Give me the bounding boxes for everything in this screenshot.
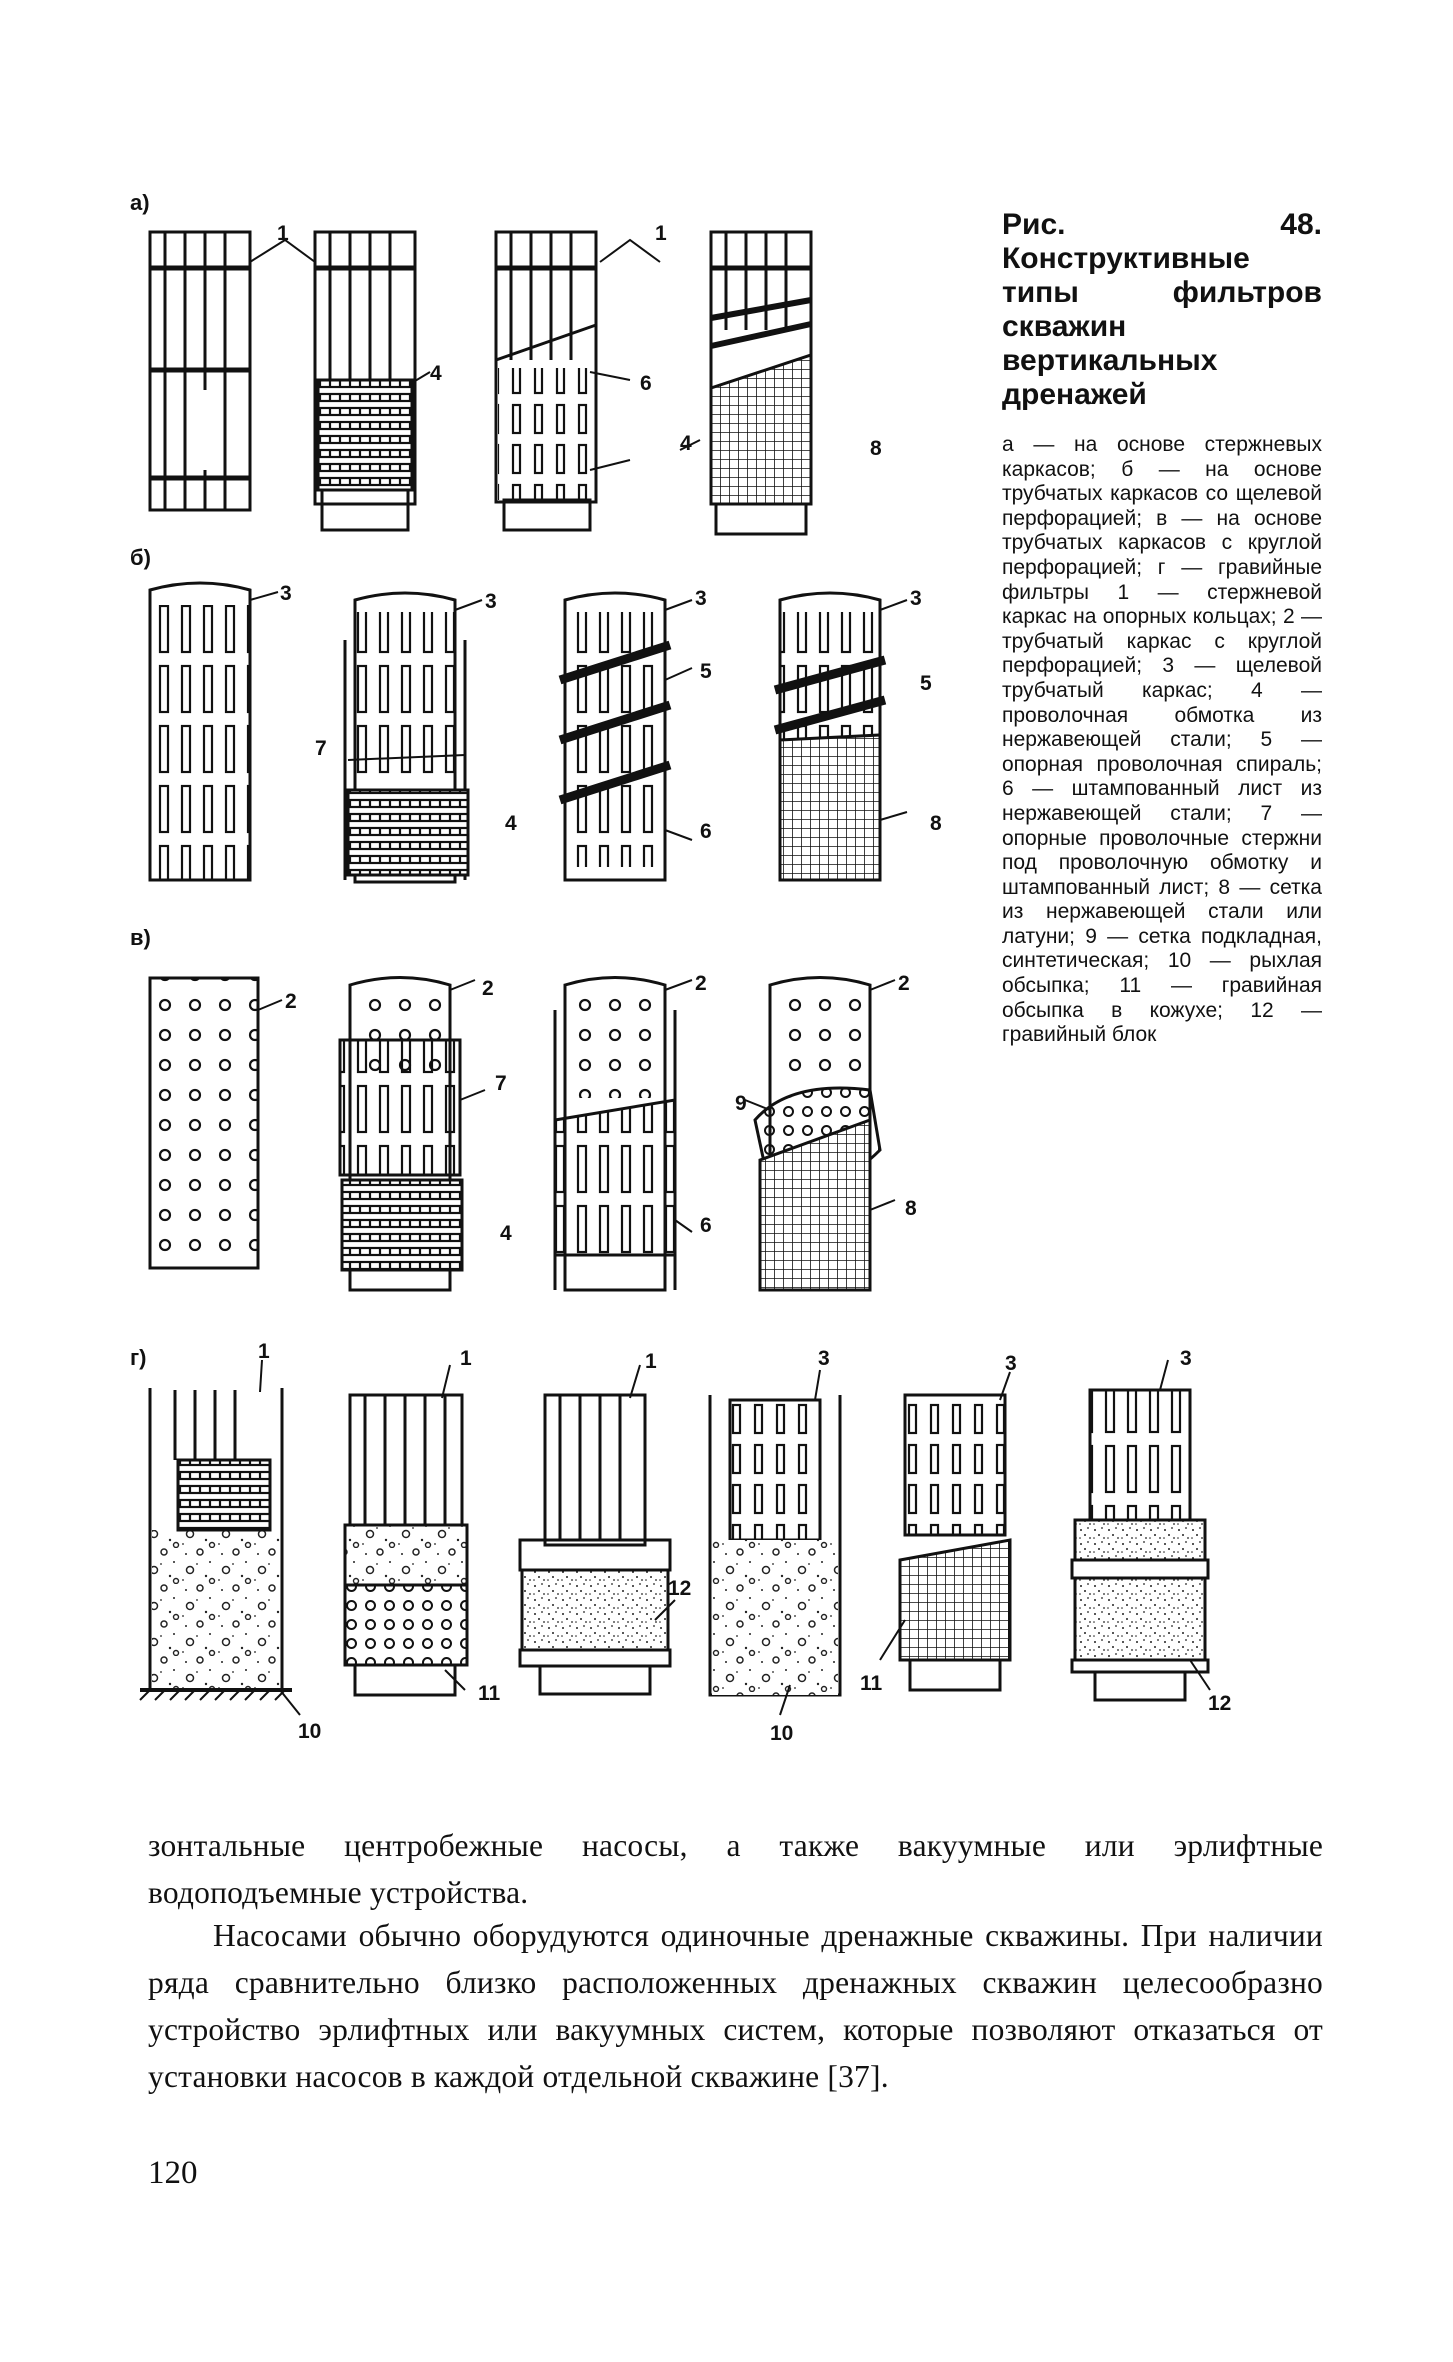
callout-1: 1 <box>277 222 289 245</box>
callout-11: 11 <box>860 1672 883 1695</box>
caption-title: Рис. 48. Конструктивные типы фильтров скважин вертикальных дренажей <box>1002 208 1322 411</box>
callout-12: 12 <box>668 1577 692 1600</box>
callout-4: 4 <box>430 362 442 385</box>
callout-9: 9 <box>735 1092 747 1115</box>
callout-7: 7 <box>495 1072 507 1095</box>
panel-label-a: а) <box>130 190 150 215</box>
callout-4: 4 <box>680 432 692 455</box>
callout-4: 4 <box>500 1222 512 1245</box>
callout-2: 2 <box>898 972 910 995</box>
callout-7: 7 <box>315 737 327 760</box>
callout-10: 10 <box>298 1720 322 1743</box>
callout-6: 6 <box>700 820 712 843</box>
callout-6: 6 <box>700 1214 712 1237</box>
callout-5: 5 <box>920 672 932 695</box>
callout-3: 3 <box>1005 1352 1017 1375</box>
body-paragraph: зонтальные центробежные насосы, а также вакуумные или эрлифтные водоподъемные устройства. <box>148 1828 1323 1910</box>
callout-12: 12 <box>1208 1692 1232 1715</box>
page-number: 120 <box>148 2155 198 2191</box>
callout-6: 6 <box>640 372 652 395</box>
callout-3: 3 <box>818 1347 830 1370</box>
callout-3: 3 <box>695 587 707 610</box>
panel-label-d: г) <box>130 1345 147 1370</box>
callout-11: 11 <box>478 1682 501 1705</box>
panel-label-c: в) <box>130 925 151 950</box>
callout-8: 8 <box>930 812 942 835</box>
caption-legend: а — на основе стержневых каркасов; б — на основе трубчатых каркасов со щелевой перфорацией; в — на основе трубчатых каркасов с круглой перфорацией; г — гравийные фильтры 1 — стержневой каркас на опорных кольцах; 2 — трубчатый каркас с круглой перфорацией; 3 — щелевой трубчатый каркас; 4 — проволочная обмотка из нержавеющей стали; 5 — опорная проволочная спираль; 6 — штампованный лист из нержавеющей стали; 7 — опорные проволочные стержни под проволочную обмотку и штампованный лист; 8 — сетка из нержавеющей стали или латуни; 9 — сетка подкладная, синтетическая; 10 — рыхлая обсыпка; 11 — гравийная обсыпка в кожухе; 12 — гравийный блок <box>1002 433 1322 1047</box>
panel-d-diagrams <box>140 1388 1208 1700</box>
callout-1: 1 <box>258 1340 270 1363</box>
callout-2: 2 <box>695 972 707 995</box>
body-paragraph: Насосами обычно оборудуются одиночные дренажные скважины. При наличии ряда сравнительно близко расположенных дренажных скважин целесообразно устройство эрлифтных или вакуумных систем, которые позволяют отказаться от установки насосов в каждой отдельной скважине [37]. <box>148 1918 1323 2094</box>
callout-3: 3 <box>1180 1347 1192 1370</box>
callout-5: 5 <box>700 660 712 683</box>
panel-label-b: б) <box>130 545 151 570</box>
callout-4: 4 <box>505 812 517 835</box>
callout-2: 2 <box>482 977 494 1000</box>
callout-3: 3 <box>910 587 922 610</box>
panel-b-diagrams <box>150 583 885 882</box>
callout-1: 1 <box>460 1347 472 1370</box>
callout-10: 10 <box>770 1722 794 1745</box>
callout-3: 3 <box>280 582 292 605</box>
callout-1: 1 <box>655 222 667 245</box>
figure-caption <box>1002 208 1322 1069</box>
callout-1: 1 <box>645 1350 657 1373</box>
callout-3: 3 <box>485 590 497 613</box>
callout-8: 8 <box>905 1197 917 1220</box>
callout-2: 2 <box>285 990 297 1013</box>
callout-8: 8 <box>870 437 882 460</box>
panel-a-diagrams <box>150 232 811 534</box>
panel-c-diagrams <box>150 978 880 1291</box>
